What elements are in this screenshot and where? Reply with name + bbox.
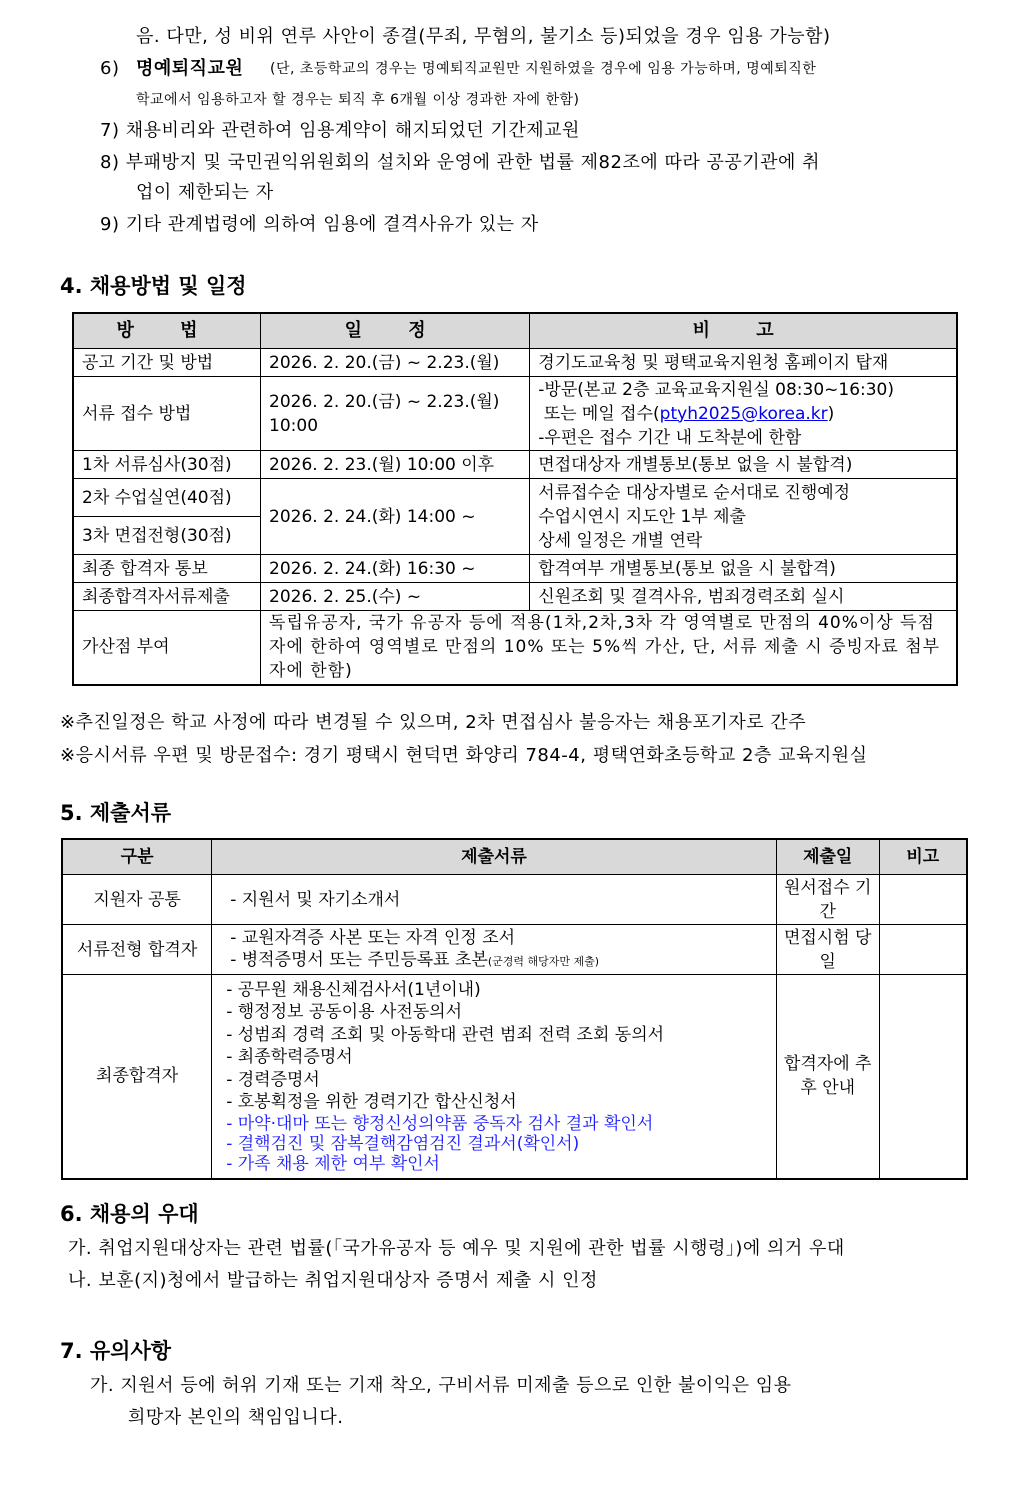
note-text: ) [827, 403, 835, 424]
doc-item: - 교원자격증 사본 또는 자격 인정 조서 [230, 927, 516, 948]
section-6-title: 6. 채용의 우대 [60, 1202, 199, 1226]
cell-method: 1차 서류심사(30점) [73, 451, 261, 479]
doc-item [230, 949, 768, 973]
schedule-table [72, 312, 958, 686]
cell-remark [879, 875, 967, 925]
cell-date: 합격자에 추후 안내 [776, 975, 879, 1179]
cell-docs: - 지원서 및 자기소개서 [212, 875, 777, 925]
doc-item: - 공무원 채용신체검사서(1년이내) [226, 979, 481, 1000]
item-6-title: 명예퇴직교원 [136, 58, 244, 79]
section-4-title: 4. 채용방법 및 일정 [60, 274, 247, 298]
cell-note [530, 377, 957, 451]
col-header-docs: 제출서류 [212, 839, 777, 875]
cell-schedule: 2026. 2. 20.(금) ~ 2.23.(월) 10:00 [261, 377, 530, 451]
table-row [62, 925, 967, 975]
cell-category: 지원자 공통 [62, 875, 212, 925]
section-7-title: 7. 유의사항 [60, 1339, 172, 1363]
cell-date: 원서접수 기간 [776, 875, 879, 925]
item-8-cont: 업이 제한되는 자 [136, 182, 274, 203]
cell-docs [212, 975, 777, 1179]
table-row [73, 377, 957, 451]
note-line: 수업시연시 지도안 1부 제출 [538, 506, 746, 527]
doc-item-highlight: - 가족 채용 제한 여부 확인서 [226, 1153, 440, 1174]
table-row [62, 975, 967, 1179]
documents-table [61, 838, 968, 1180]
doc-item: - 행정정보 공동이용 사전동의서 [226, 1002, 463, 1023]
cell-method: 2차 수업실연(40점) [73, 479, 261, 517]
table-row [73, 349, 957, 377]
cell-method: 3차 면접전형(30점) [73, 517, 261, 555]
caution-item: 가. 지원서 등에 허위 기재 또는 기재 착오, 구비서류 미제출 등으로 인한 불이익은 임용 [90, 1375, 792, 1396]
schedule-note: ※추진일정은 학교 사정에 따라 변경될 수 있으며, 2차 면접심사 불응자는 채용포기자로 간주 [60, 712, 807, 733]
cell-method: 가산점 부여 [73, 611, 261, 685]
note-text: 또는 메일 접수( [543, 403, 660, 424]
cell-category: 최종합격자 [62, 975, 212, 1179]
item-6-number: 6) [100, 58, 120, 79]
cell-schedule: 2026. 2. 24.(화) 16:30 ~ [261, 555, 530, 583]
address-note: ※응시서류 우편 및 방문접수: 경기 평택시 현덕면 화양리 784-4, 평택연화초등학교 2층 교육지원실 [60, 745, 868, 766]
table-row [73, 555, 957, 583]
note-line: 상세 일정은 개별 연락 [538, 530, 703, 551]
note-line [538, 402, 948, 426]
table-row [73, 451, 957, 479]
cell-category: 서류전형 합격자 [62, 925, 212, 975]
item-7: 7) 채용비리와 관련하여 임용계약이 해지되었던 기간제교원 [100, 120, 580, 141]
section-5-title: 5. 제출서류 [60, 801, 172, 825]
col-header-category: 구분 [62, 839, 212, 875]
cell-method: 최종 합격자 통보 [73, 555, 261, 583]
doc-item: - 최종학력증명서 [226, 1047, 353, 1068]
cell-note: 합격여부 개별통보(통보 없을 시 불합격) [530, 555, 957, 583]
cell-schedule: 2026. 2. 24.(화) 14:00 ~ [261, 479, 530, 555]
col-header-note: 비 고 [530, 313, 957, 349]
item-8: 8) 부패방지 및 국민권익위원회의 설치와 운영에 관한 법률 제82조에 따라 공공기관에 취 [100, 152, 821, 173]
preference-item: 가. 취업지원대상자는 관련 법률(「국가유공자 등 예우 및 지원에 관한 법률 시행령」)에 의거 우대 [68, 1238, 845, 1259]
table-row [73, 583, 957, 611]
cell-method: 서류 접수 방법 [73, 377, 261, 451]
doc-item: - 호봉획정을 위한 경력기간 합산신청서 [226, 1092, 517, 1113]
cell-date: 면접시험 당일 [776, 925, 879, 975]
item-6-detail: (단, 초등학교의 경우는 명예퇴직교원만 지원하였을 경우에 임용 가능하며, 명예퇴직한 [270, 61, 817, 77]
doc-item-highlight: - 결핵검진 및 잠복결핵감염검진 결과서(확인서) [226, 1133, 580, 1154]
note-line: 서류접수순 대상자별로 순서대로 진행예정 [538, 482, 851, 503]
cell-note: 면접대상자 개별통보(통보 없을 시 불합격) [530, 451, 957, 479]
doc-note: (군경력 해당자만 제출) [487, 954, 600, 968]
cell-schedule: 2026. 2. 23.(월) 10:00 이후 [261, 451, 530, 479]
email-link[interactable]: ptyh2025@korea.kr [659, 403, 828, 424]
cell-schedule: 2026. 2. 20.(금) ~ 2.23.(월) [261, 349, 530, 377]
note-line: -방문(본교 2층 교육교육지원실 08:30~16:30) [538, 379, 894, 400]
cell-remark [879, 975, 967, 1179]
cell-remark [879, 925, 967, 975]
cell-schedule: 2026. 2. 25.(수) ~ [261, 583, 530, 611]
cell-docs [212, 925, 777, 975]
cell-method: 공고 기간 및 방법 [73, 349, 261, 377]
item-9: 9) 기타 관계법령에 의하여 임용에 결격사유가 있는 자 [100, 214, 539, 235]
ineligibility-line-cont: 음. 다만, 성 비위 연루 사안이 종결(무죄, 무혐의, 불기소 등)되었을 경우 임용 가능함) [136, 26, 831, 47]
col-header-schedule: 일 정 [261, 313, 530, 349]
col-header-method: 방 법 [73, 313, 261, 349]
table-header-row [73, 313, 957, 349]
note-line: -우편은 접수 기간 내 도착분에 한함 [538, 427, 802, 448]
preference-item: 나. 보훈(지)청에서 발급하는 취업지원대상자 증명서 제출 시 인정 [68, 1270, 598, 1291]
table-row [73, 611, 957, 685]
doc-text: - 병적증명서 또는 주민등록표 초본 [230, 949, 488, 970]
doc-item-highlight: - 마약·대마 또는 향정신성의약품 중독자 검사 결과 확인서 [226, 1113, 654, 1134]
table-row [73, 479, 957, 517]
table-row [62, 875, 967, 925]
cell-note [530, 479, 957, 555]
doc-item: - 성범죄 경력 조회 및 아동학대 관련 범죄 전력 조회 동의서 [226, 1024, 665, 1045]
cell-note: 신원조회 및 결격사유, 범죄경력조회 실시 [530, 583, 957, 611]
cell-note: 경기도교육청 및 평택교육지원청 홈페이지 탑재 [530, 349, 957, 377]
item-6-detail-cont: 학교에서 임용하고자 할 경우는 퇴직 후 6개월 이상 경과한 자에 한함) [136, 92, 580, 108]
cell-detail: 독립유공자, 국가 유공자 등에 적용(1차,2차,3차 각 영역별로 만점의 40%이상 득점자에 한하여 영역별로 만점의 10% 또는 5%씩 가산, 단, 서류 제출 시 증빙자료 첨부자에 한함) [261, 611, 957, 685]
col-header-remark: 비고 [879, 839, 967, 875]
cell-method: 최종합격자서류제출 [73, 583, 261, 611]
col-header-date: 제출일 [776, 839, 879, 875]
table-header-row [62, 839, 967, 875]
doc-item: - 경력증명서 [226, 1069, 320, 1090]
caution-item-cont: 희망자 본인의 책임입니다. [128, 1407, 344, 1428]
